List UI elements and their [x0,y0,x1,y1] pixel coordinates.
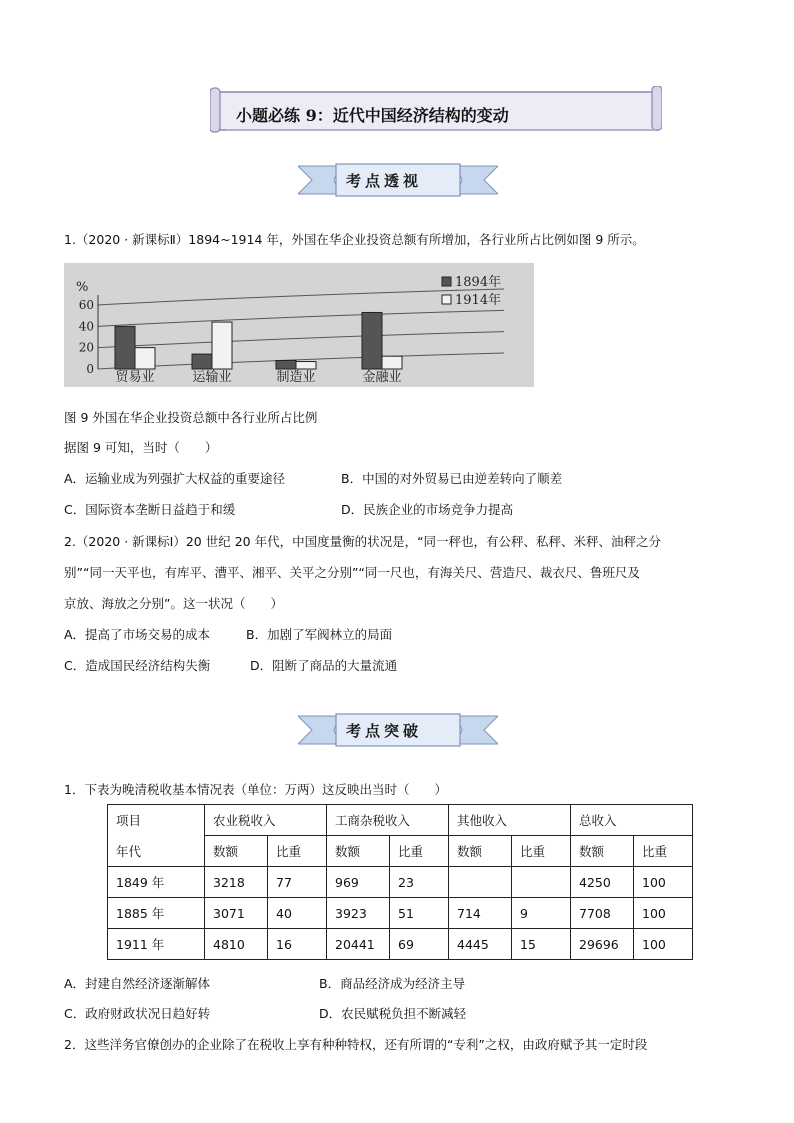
table-header-group: 总收入 [571,805,693,836]
x-tick-label: 贸易业 [115,370,155,385]
table-cell: 16 [268,929,327,960]
table-row [108,898,693,929]
table-cell: 3923 [327,898,390,929]
page-title: 小题必练 9：近代中国经济结构的变动 [236,106,509,125]
q2-option-c: C．造成国民经济结构失衡 [64,658,211,673]
q1-caption: 图 9 外国在华企业投资总额中各行业所占比例 [64,410,318,425]
table-cell: 77 [268,867,327,898]
q2-stem-line2: 别”“同一天平也，有库平、漕平、湘平、关平之分别”“同一尺也，有海关尺、营造尺、裁衣尺、鲁班尺及 [64,565,640,580]
table-cell: 29696 [571,929,634,960]
bar [135,348,155,369]
x-tick-label: 运输业 [192,370,232,385]
table-cell: 100 [634,929,693,960]
bar [382,356,402,369]
table-subheader: 数额 [327,836,390,867]
table-cell: 3071 [205,898,268,929]
table-subheader: 比重 [390,836,449,867]
y-tick-label: 0 [86,362,94,376]
bar [115,326,135,369]
table-cell: 1911 年 [108,929,205,960]
table-header-group: 其他收入 [449,805,571,836]
table-subheader: 比重 [512,836,571,867]
q2-stem-line3: 京放、海放之分别”。这一状况（ ） [64,596,283,611]
table-cell: 714 [449,898,512,929]
bar [212,322,232,369]
section-ribbon-2-label: 考点突破 [346,722,423,740]
b1-stem: 1．下表为晚清税收基本情况表（单位：万两）这反映出当时（ ） [64,782,447,797]
gridline [98,310,504,326]
table-subheader: 数额 [205,836,268,867]
table-header-group: 工商杂税收入 [327,805,449,836]
q2-stem-line1: 2.（2020 · 新课标Ⅰ）20 世纪 20 年代，中国度量衡的状况是，“同一秤也，有公秤、私秤、米秤、油秤之分 [64,534,662,549]
q1-prompt: 据图 9 可知，当时（ ） [64,440,218,455]
tax-table [107,804,693,960]
b1-option-c: C．政府财政状况日趋好转 [64,1006,211,1021]
table-cell: 40 [268,898,327,929]
q1-option-d: D．民族企业的市场竞争力提高 [341,502,514,517]
section-ribbon-1-label: 考点透视 [346,172,423,190]
table-header-item: 项目 [108,805,205,836]
legend-label: 1914年 [455,293,502,308]
table-cell: 1885 年 [108,898,205,929]
table-cell: 15 [512,929,571,960]
table-cell [512,867,571,898]
table-cell: 69 [390,929,449,960]
y-axis-label: % [76,280,89,295]
y-tick-label: 40 [78,319,94,334]
table-cell: 51 [390,898,449,929]
table-cell: 7708 [571,898,634,929]
y-tick-label: 60 [78,298,94,312]
q2-option-d: D．阻断了商品的大量流通 [250,658,398,673]
table-subheader: 比重 [268,836,327,867]
q1-option-b: B．中国的对外贸易已由逆差转向了顺差 [341,471,563,486]
x-tick-label: 金融业 [362,370,402,385]
b1-option-d: D．农民赋税负担不断减轻 [319,1006,467,1021]
legend-label: 1894年 [455,275,502,290]
table-cell: 4250 [571,867,634,898]
bar [276,360,296,369]
q2-option-b: B．加剧了军阀林立的局面 [246,627,393,642]
table-subheader: 数额 [449,836,512,867]
table-cell: 20441 [327,929,390,960]
gridline [98,332,504,348]
figure-9 [64,263,534,387]
b1-option-b: B．商品经济成为经济主导 [319,976,466,991]
table-cell: 23 [390,867,449,898]
x-tick-label: 制造业 [276,370,316,385]
table-cell: 4445 [449,929,512,960]
table-cell: 100 [634,898,693,929]
legend-swatch [442,277,451,286]
table-row [108,929,693,960]
bar [362,312,382,369]
table-cell: 100 [634,867,693,898]
table-cell: 4810 [205,929,268,960]
table-header-group: 农业税收入 [205,805,327,836]
table-header-year: 年代 [108,836,205,867]
table-header-row-2 [108,836,693,867]
q1-stem: 1.（2020 · 新课标Ⅱ）1894~1914 年，外国在华企业投资总额有所增加，各行业所占比例如图 9 所示。 [64,232,645,247]
table-cell: 969 [327,867,390,898]
b1-option-a: A．封建自然经济逐渐解体 [64,976,211,991]
bar-chart [64,263,534,387]
q1-option-a: A．运输业成为列强扩大权益的重要途径 [64,471,286,486]
b2-stem-line1: 2．这些洋务官僚创办的企业除了在税收上享有种种特权，还有所谓的“专利”之权，由政府赋予其一定时段 [64,1037,648,1052]
table-subheader: 比重 [634,836,693,867]
y-tick-label: 20 [78,340,94,355]
bar [192,354,212,369]
table-header-row-1 [108,805,693,836]
table-cell: 3218 [205,867,268,898]
table-subheader: 数额 [571,836,634,867]
table-cell [449,867,512,898]
table-cell: 9 [512,898,571,929]
q2-option-a: A．提高了市场交易的成本 [64,627,211,642]
table-row [108,867,693,898]
table-cell: 1849 年 [108,867,205,898]
bar [296,362,316,369]
q1-option-c: C．国际资本垄断日益趋于和缓 [64,502,236,517]
legend-swatch [442,295,451,304]
